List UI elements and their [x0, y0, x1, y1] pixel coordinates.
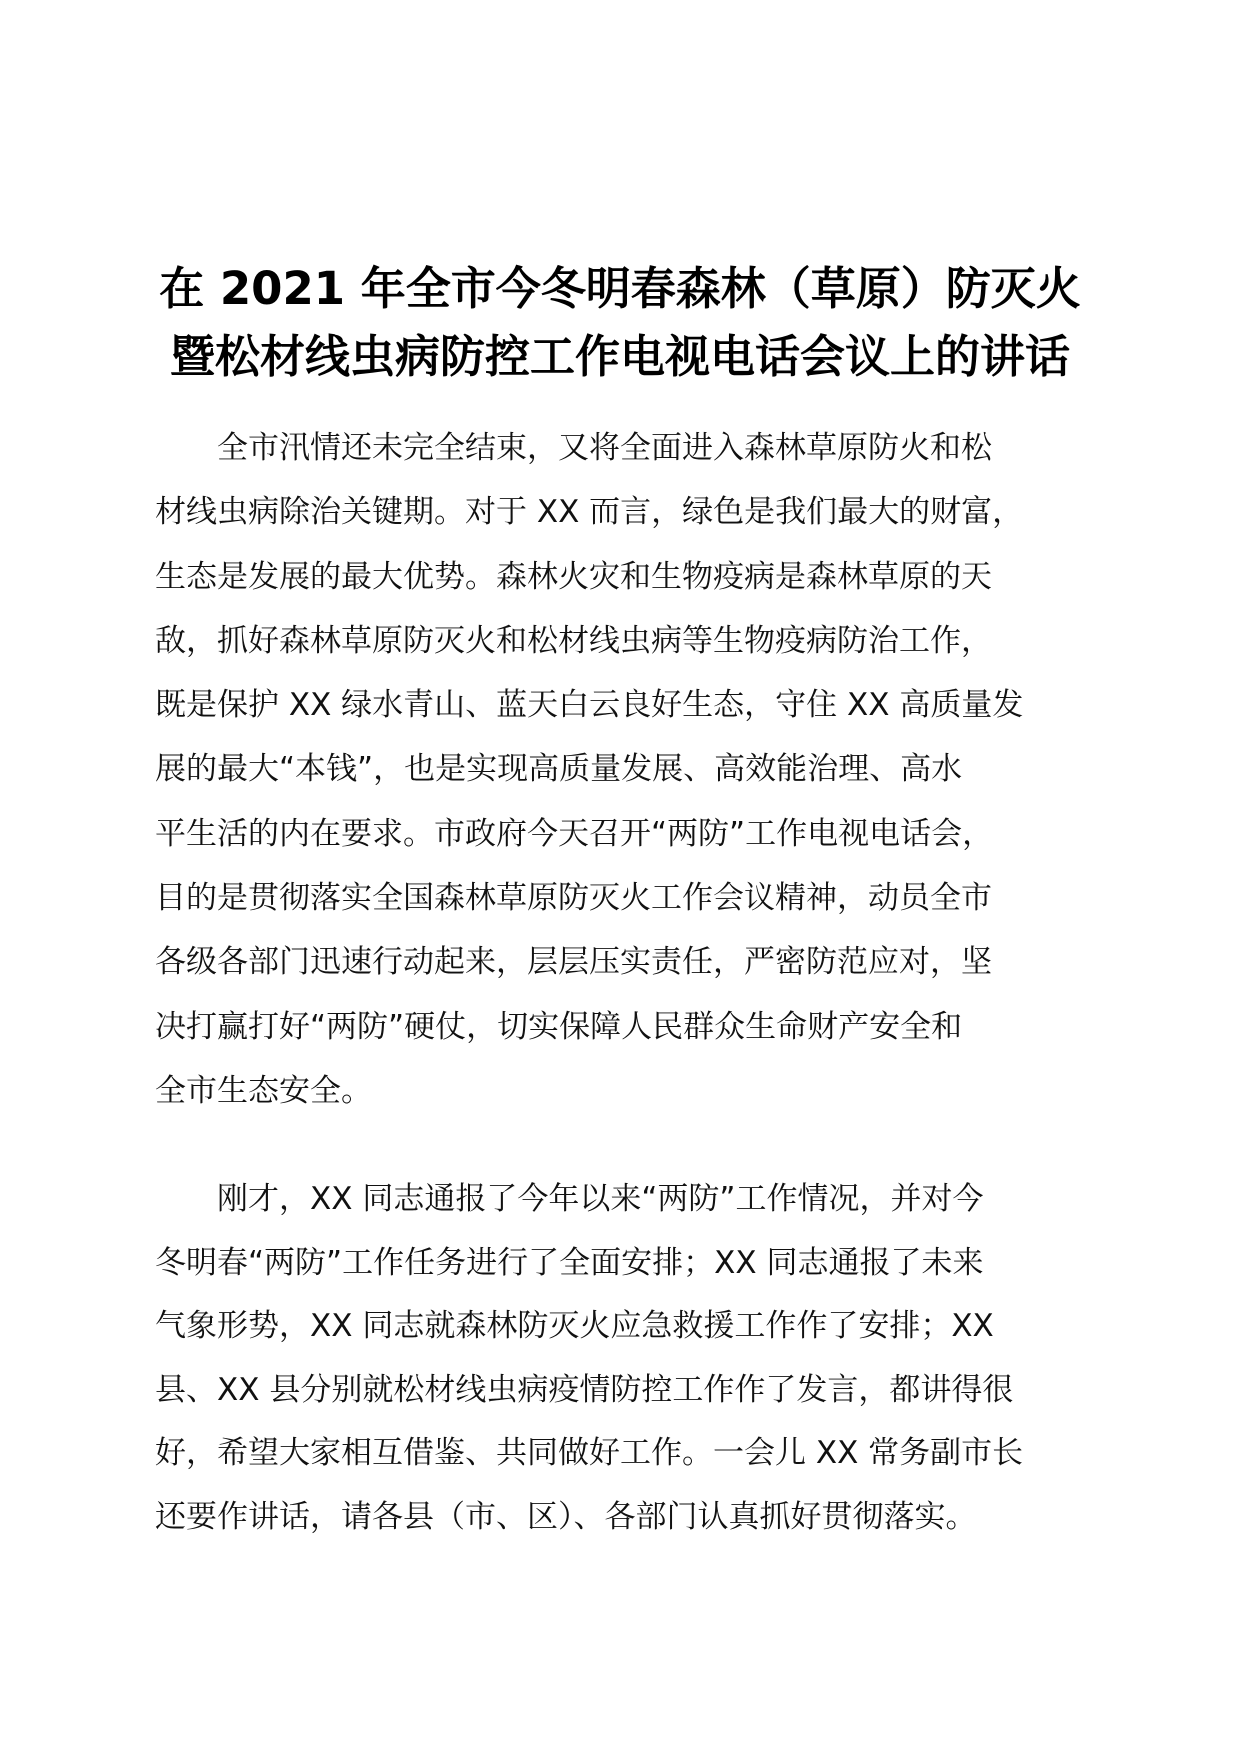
text-line: 县、XX 县分别就松材线虫病疫情防控工作作了发言，都讲得很	[155, 1371, 1014, 1408]
text-line: 冬明春“两防”工作任务进行了全面安排；XX 同志通报了未来	[155, 1244, 984, 1281]
text-line: 决打赢打好“两防”硬仗，切实保障人民群众生命财产安全和	[155, 1008, 963, 1045]
text-line: 全市汛情还未完全结束，又将全面进入森林草原防火和松	[217, 430, 992, 466]
title-line: 在 2021 年全市今冬明春森林（草原）防灭火	[159, 262, 1081, 315]
document-body	[155, 416, 1095, 1535]
text-line: 各级各部门迅速行动起来，层层压实责任，严密防范应对，坚	[155, 944, 992, 981]
title-line: 暨松材线虫病防控工作电视电话会议上的讲话	[169, 330, 1070, 383]
paragraph-2	[155, 1168, 1095, 1550]
document-title	[150, 255, 1090, 391]
text-line: 生态是发展的最大优势。森林火灾和生物疫病是森林草原的天	[155, 558, 992, 595]
text-line: 气象形势，XX 同志就森林防灭火应急救援工作作了安排；XX	[155, 1308, 994, 1345]
text-line: 展的最大“本钱”，也是实现高质量发展、高效能治理、高水	[155, 751, 963, 788]
text-line: 还要作讲话，请各县（市、区）、各部门认真抓好贯彻落实。	[155, 1498, 977, 1535]
text-line: 刚才，XX 同志通报了今年以来“两防”工作情况，并对今	[217, 1181, 984, 1217]
text-line: 平生活的内在要求。市政府今天召开“两防”工作电视电话会，	[155, 815, 994, 852]
text-line: 目的是贯彻落实全国森林草原防灭火工作会议精神，动员全市	[155, 880, 992, 917]
text-line: 全市生态安全。	[155, 1072, 372, 1109]
text-line: 敌，抓好森林草原防灭火和松材线虫病等生物疫病防治工作，	[155, 622, 992, 659]
text-line: 材线虫病除治关键期。对于 XX 而言，绿色是我们最大的财富，	[155, 494, 1024, 531]
paragraph-1	[155, 416, 1095, 1123]
text-line: 既是保护 XX 绿水青山、蓝天白云良好生态，守住 XX 高质量发	[155, 687, 1024, 724]
text-line: 好，希望大家相互借鉴、共同做好工作。一会儿 XX 常务副市长	[155, 1435, 1024, 1472]
